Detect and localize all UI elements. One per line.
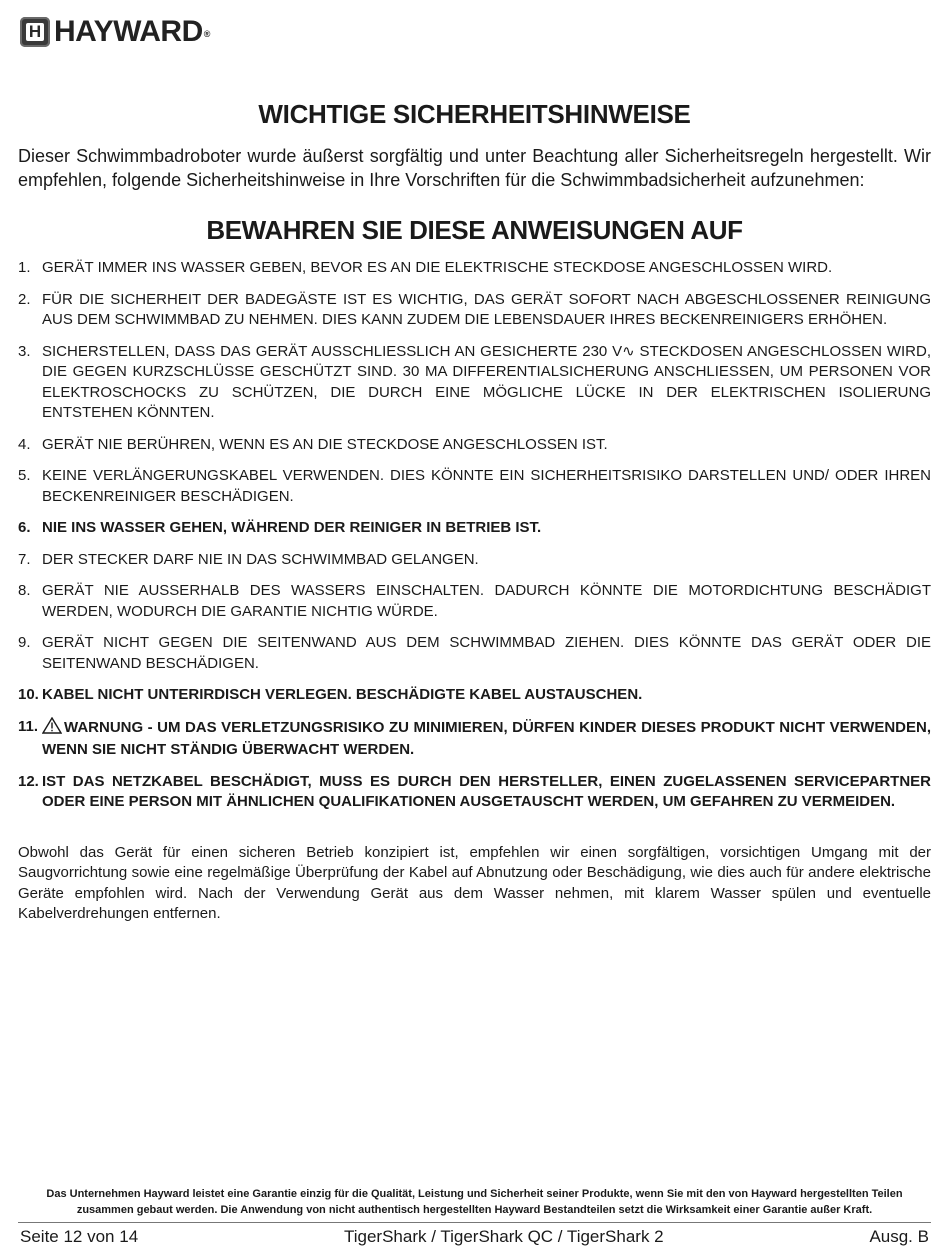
safety-item-9 xyxy=(18,633,931,674)
item-text: NIE INS WASSER GEHEN, WÄHREND DER REINIGER IN BETRIEB IST. xyxy=(42,519,542,536)
safety-list xyxy=(18,258,931,813)
item-number: 1. xyxy=(18,259,31,276)
safety-item-10 xyxy=(18,685,931,706)
page-footer xyxy=(20,1226,929,1248)
edition-label: Ausg. B xyxy=(869,1227,929,1246)
safety-item-7 xyxy=(18,550,931,571)
item-number: 8. xyxy=(18,582,31,599)
safety-item-3 xyxy=(18,342,931,424)
item-text: GERÄT NIE BERÜHREN, WENN ES AN DIE STECKDOSE ANGESCHLOSSEN IST. xyxy=(42,435,608,453)
item-number: 3. xyxy=(18,342,31,360)
item-number: 2. xyxy=(18,290,31,308)
item-text: WARNUNG - UM DAS VERLETZUNGSRISIKO ZU MINIMIEREN, DÜRFEN KINDER DIESES PRODUKT NICHT VERWENDEN, WENN SIE NICHT STÄNDIG ÜBERWACHT WERDEN. xyxy=(42,718,931,758)
safety-item-2 xyxy=(18,290,931,331)
item-text: SICHERSTELLEN, DASS DAS GERÄT AUSSCHLIESSLICH AN GESICHERTE 230 V∿ STECKDOSEN ANGESCHLOSSEN WIRD, DIE GEGEN KURZSCHLÜSSE GESCHÜTZT SIND. 30 MA DIFFERENTIALSICHERUNG ANSCHLIESSEN, UM PERSONEN VOR ELEKTROSCHOCKS ZU SCHÜTZEN, DIE DURCH EINE MÖGLICHE LÜCKE IN DER ELEKTRISCHEN ISOLIERUNG ENTSTEHEN KÖNNTEN. xyxy=(42,342,931,421)
item-number: 9. xyxy=(18,634,31,651)
item-text: DER STECKER DARF NIE IN DAS SCHWIMMBAD GELANGEN. xyxy=(42,550,479,568)
item-number: 11. xyxy=(18,717,39,735)
item-text: KEINE VERLÄNGERUNGSKABEL VERWENDEN. DIES KÖNNTE EIN SICHERHEITSRISIKO DARSTELLEN UND/ ODER IHREN BECKENREINIGER BESCHÄDIGEN. xyxy=(42,467,931,505)
warranty-disclaimer: Das Unternehmen Hayward leistet eine Garantie einzig für die Qualität, Leistung und Sicherheit seiner Produkte, wenn Sie mit den von Hayward hergestellten Teilen zusammen gebaut werden. Die Anwendung von nicht authentisch hergestellten Hayward Bestandteilen setzt die Wirksamkeit einer Garantie außer Kraft. xyxy=(46,1188,903,1216)
warning-triangle-icon xyxy=(42,717,62,741)
item-number: 12. xyxy=(18,772,39,790)
safety-item-8 xyxy=(18,581,931,622)
safety-item-11 xyxy=(18,717,931,761)
product-name: TigerShark / TigerShark QC / TigerShark 2 xyxy=(343,1227,664,1246)
safety-item-1 xyxy=(18,258,931,279)
item-text: GERÄT NICHT GEGEN DIE SEITENWAND AUS DEM SCHWIMMBAD ZIEHEN. DIES KÖNNTE DAS GERÄT ODER DIE SEITENWAND BESCHÄDIGEN. xyxy=(42,634,931,672)
safety-item-4 xyxy=(18,435,931,456)
item-text: GERÄT IMMER INS WASSER GEBEN, BEVOR ES AN DIE ELEKTRISCHE STECKDOSE ANGESCHLOSSEN WIRD. xyxy=(42,259,833,276)
section-heading: BEWAHREN SIE DIESE ANWEISUNGEN AUF xyxy=(206,215,743,245)
brand-name: HAYWARD® xyxy=(54,15,210,48)
closing-paragraph: Obwohl das Gerät für einen sicheren Betrieb konzipiert ist, empfehlen wir einen sorgfältigen, vorsichtigen Umgang mit der Saugvorrichtung sowie eine regelmäßige Überprüfung der Kabel auf Abnutzung oder Beschädigung, wie dies auch für andere elektrische Geräte empfohlen wird. Nach der Verwendung Gerät aus dem Wasser nehmen, mit klarem Wasser spülen und eventuelle Kabelverdrehungen entfernen. xyxy=(18,843,931,922)
hayward-emblem-icon xyxy=(20,17,50,47)
item-text: GERÄT NIE AUSSERHALB DES WASSERS EINSCHALTEN. DADURCH KÖNNTE DIE MOTORDICHTUNG BESCHÄDIGT WERDEN, WODURCH DIE GARANTIE NICHTIG WÜRDE. xyxy=(42,582,931,620)
item-text: IST DAS NETZKABEL BESCHÄDIGT, MUSS ES DURCH DEN HERSTELLER, EINEN ZUGELASSENEN SERVICEPARTNER ODER EINE PERSON MIT ÄHNLICHEN QUALIFIKATIONEN AUSGETAUSCHT WERDEN, UM GEFAHREN ZU VERMEIDEN. xyxy=(42,772,931,810)
registered-mark: ® xyxy=(203,29,210,39)
item-number: 10. xyxy=(18,686,39,703)
item-number: 4. xyxy=(18,435,31,453)
intro-paragraph: Dieser Schwimmbadroboter wurde äußerst sorgfältig und unter Beachtung aller Sicherheitsregeln hergestellt. Wir empfehlen, folgende Sicherheitshinweise in Ihre Vorschriften für die Schwimmbadsicherheit aufzunehmen: xyxy=(18,146,931,190)
page-number: Seite 12 von 14 xyxy=(20,1227,139,1246)
page-title: WICHTIGE SICHERHEITSHINWEISE xyxy=(258,99,691,129)
item-text: FÜR DIE SICHERHEIT DER BADEGÄSTE IST ES WICHTIG, DAS GERÄT SOFORT NACH ABGESCHLOSSENER REINIGUNG AUS DEM SCHWIMMBAD ZU NEHMEN. DIES KANN ZUDEM DIE LEBENSDAUER IHRES BECKENREINIGERS ERHÖHEN. xyxy=(42,290,931,328)
safety-item-5 xyxy=(18,466,931,507)
item-number: 5. xyxy=(18,467,31,484)
item-text: KABEL NICHT UNTERIRDISCH VERLEGEN. BESCHÄDIGTE KABEL AUSTAUSCHEN. xyxy=(42,686,643,703)
safety-item-12 xyxy=(18,772,931,813)
item-number: 7. xyxy=(18,550,31,568)
hayward-logo xyxy=(20,14,210,50)
item-number: 6. xyxy=(18,519,31,536)
footer-divider xyxy=(18,1222,931,1223)
safety-item-6 xyxy=(18,518,931,539)
document-body xyxy=(18,98,931,925)
